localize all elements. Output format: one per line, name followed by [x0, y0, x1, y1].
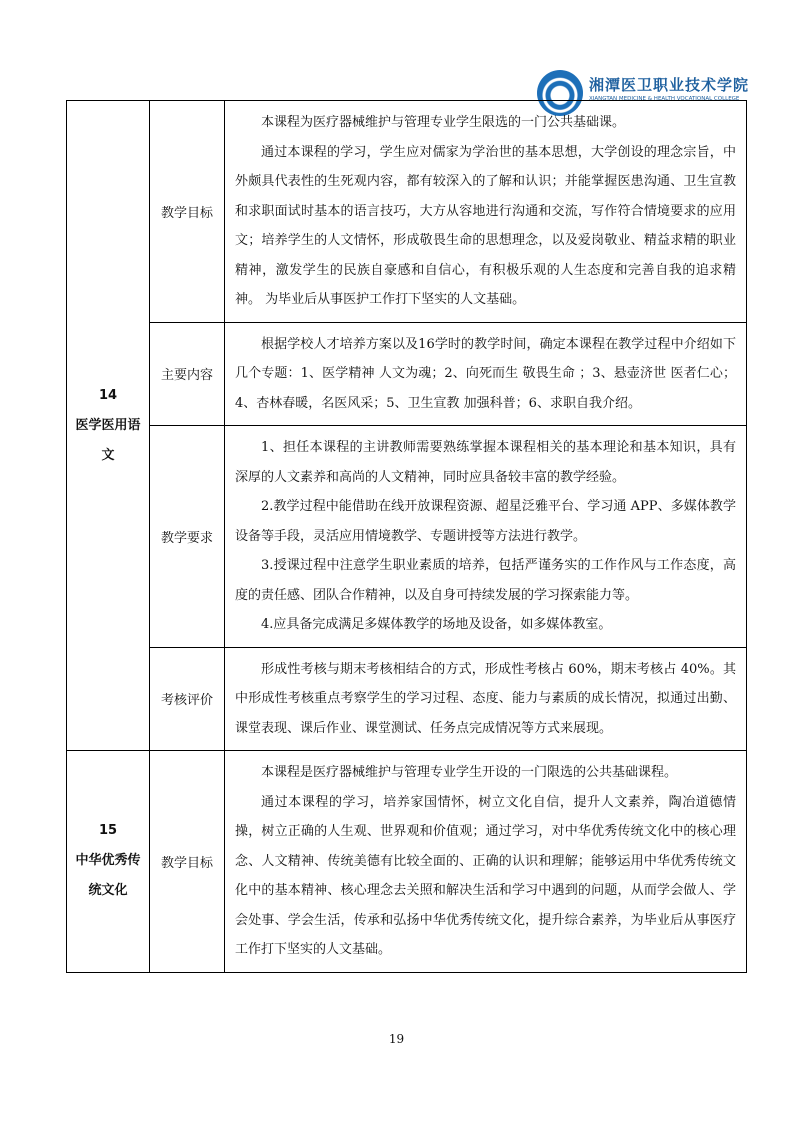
section-label: 教学要求	[150, 426, 225, 648]
table-row	[67, 426, 747, 648]
section-label: 教学目标	[150, 751, 225, 973]
section-content	[225, 101, 747, 323]
content-paragraph: 1、担任本课程的主讲教师需要熟练掌握本课程相关的基本理论和基本知识，具有深厚的人文素养和高尚的人文精神，同时应具备较丰富的教学经验。	[235, 440, 736, 485]
content-paragraph: 形成性考核与期末考核相结合的方式，形成性考核占 60%，期末考核占 40%。其中形成性考核重点考察学生的学习过程、态度、能力与素质的成长情况，拟通过出勤、课堂表现、课后作业、课堂测试、任务点完成情况等方式来展现。	[235, 661, 736, 736]
school-name: 湘潭医卫职业技术学院	[589, 76, 750, 94]
content-paragraph: 2.教学过程中能借助在线开放课程资源、超星泛雅平台、学习通 APP、多媒体教学设备等手段，灵活应用情境教学、专题讲授等方法进行教学。	[235, 499, 736, 544]
course-name: 医学医用语文	[75, 417, 141, 463]
table-row	[67, 647, 747, 751]
course-name-cell	[67, 101, 150, 751]
content-paragraph: 通过本课程的学习，学生应对儒家为学治世的基本思想，大学创设的理念宗旨，中外颇具代表性的生死观内容，都有较深入的了解和认识；并能掌握医患沟通、卫生宣教和求职面试时基本的语言技巧，大方从容地进行沟通和交流，写作符合情境要求的应用文；培养学生的人文情怀，形成敬畏生命的思想理念，以及爱岗敬业、精益求精的职业精神，激发学生的民族自豪感和自信心，有积极乐观的人生态度和完善自我的追求精神。 为毕业后从事医护工作打下坚实的人文基础。	[235, 144, 736, 307]
section-content	[225, 426, 747, 648]
section-content	[225, 322, 747, 426]
content-paragraph: 3.授课过程中注意学生职业素质的培养，包括严谨务实的工作作风与工作态度，高度的责任感、团队合作精神，以及自身可持续发展的学习探索能力等。	[235, 558, 736, 603]
course-table	[66, 100, 747, 973]
content-paragraph: 本课程是医疗器械维护与管理专业学生开设的一门限选的公共基础课程。	[261, 765, 678, 780]
course-number: 15	[98, 823, 118, 839]
course-name: 中华优秀传统文化	[75, 853, 141, 899]
school-name-en: XIANGTAN MEDICINE & HEALTH VOCATIONAL COLLEGE	[589, 96, 740, 102]
page-number: 19	[388, 1032, 405, 1046]
course-number: 14	[98, 387, 118, 403]
content-paragraph: 4.应具备完成满足多媒体教学的场地及设备，如多媒体教室。	[261, 617, 612, 632]
table-row	[67, 751, 747, 973]
section-label: 主要内容	[150, 322, 225, 426]
content-paragraph: 通过本课程的学习，培养家国情怀，树立文化自信，提升人文素养，陶冶道德情操，树立正确的人生观、世界观和价值观；通过学习，对中华优秀传统文化中的核心理念、人文精神、传统美德有比较全面的、正确的认识和理解；能够运用中华优秀传统文化中的基本精神、核心理念去关照和解决生活和学习中遇到的问题，从而学会做人、学会处事、学会生活，传承和弘扬中华优秀传统文化，提升综合素养，为毕业后从事医疗工作打下坚实的人文基础。	[235, 794, 736, 957]
section-label: 考核评价	[150, 647, 225, 751]
section-content	[225, 647, 747, 751]
table-row	[67, 322, 747, 426]
table-row	[67, 101, 747, 323]
content-paragraph: 根据学校人才培养方案以及16学时的教学时间，确定本课程在教学过程中介绍如下几个专题：1、医学精神 人文为魂；2、向死而生 敬畏生命 ；3、悬壶济世 医者仁心；4、杏林春暖，名医风采；5、卫生宣教 加强科普；6、求职自我介绍。	[235, 336, 736, 411]
section-content	[225, 751, 747, 973]
section-label: 教学目标	[150, 101, 225, 323]
course-name-cell	[67, 751, 150, 973]
content-paragraph: 本课程为医疗器械维护与管理专业学生限选的一门公共基础课。	[261, 115, 626, 130]
